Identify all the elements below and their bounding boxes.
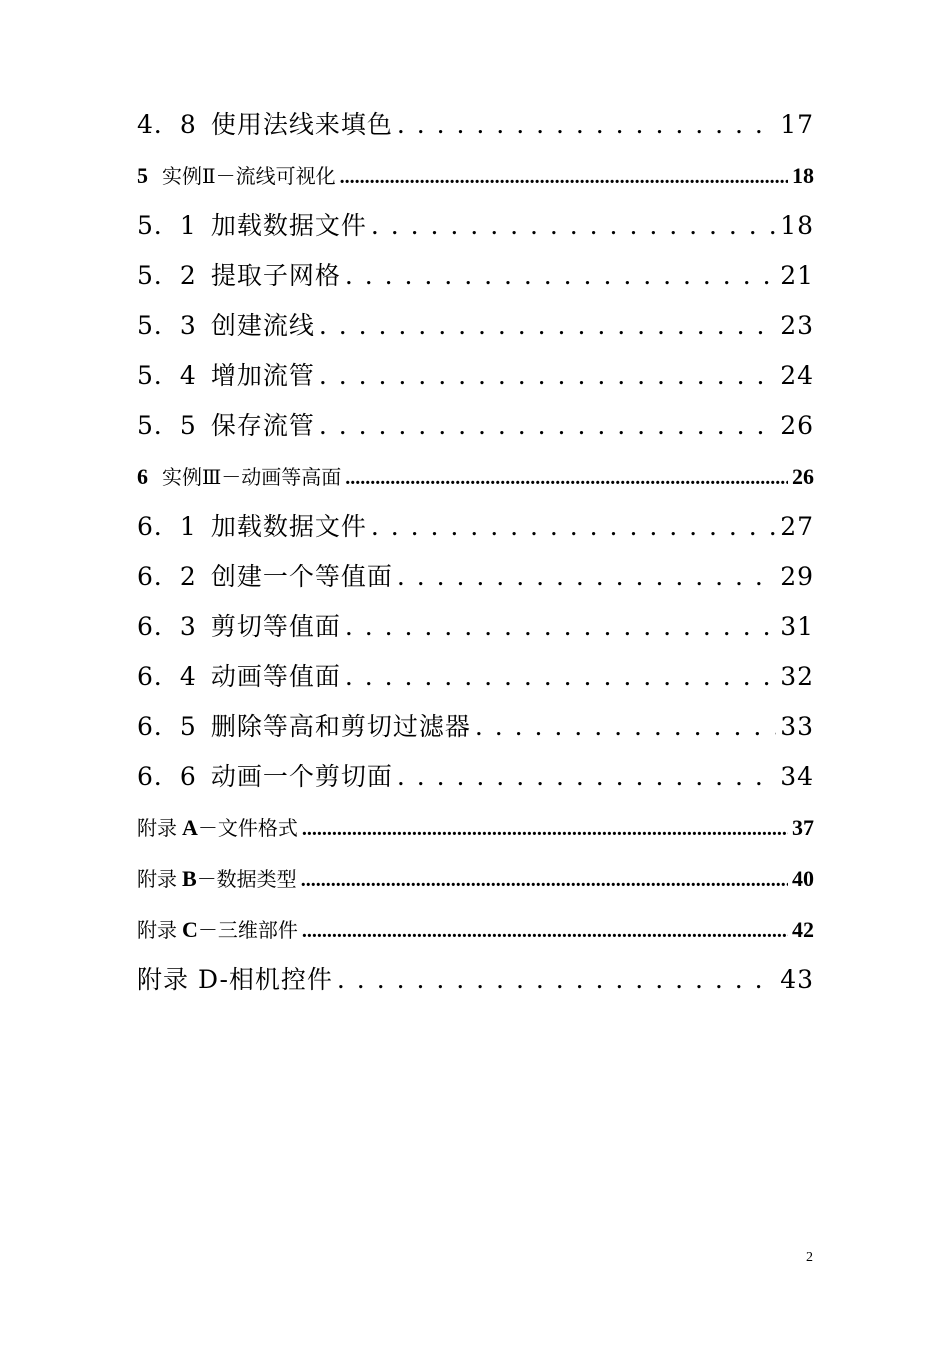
toc-appendix-prefix: 附录 (137, 867, 177, 891)
dot-leader (302, 803, 788, 853)
toc-appendix-page: 42 (792, 917, 814, 942)
toc-entry-title: 剪切等值面 (210, 612, 341, 641)
toc-entry-page: 29 (780, 562, 814, 591)
toc-entry-page: 34 (780, 762, 814, 791)
toc-entry-page: 31 (780, 612, 814, 641)
toc-entry-6-6[interactable] (137, 752, 814, 802)
toc-entry-number: 4．8 (137, 110, 197, 139)
toc-entry-5-3[interactable] (137, 301, 814, 351)
toc-appendix-c[interactable] (137, 904, 814, 955)
toc-entry-page: 33 (780, 712, 814, 741)
toc-entry-title: 删除等高和剪切过滤器 (210, 712, 471, 741)
toc-entry-title: 增加流管 (210, 361, 315, 390)
dot-leader (475, 702, 776, 752)
dot-leader (337, 955, 776, 1005)
toc-appendix-b[interactable] (137, 853, 814, 904)
toc-entry-title: 创建流线 (210, 311, 315, 340)
toc-entry-number: 5．1 (137, 211, 197, 240)
toc-entry-title: 加载数据文件 (210, 512, 367, 541)
toc-entry-title: 创建一个等值面 (210, 562, 393, 591)
dot-leader (397, 100, 776, 150)
toc-chapter-6[interactable] (137, 451, 814, 502)
toc-entry-page: 21 (780, 261, 814, 290)
toc-appendix-title: －文件格式 (197, 816, 298, 840)
dot-leader (397, 552, 776, 602)
toc-appendix-d[interactable] (137, 955, 814, 1005)
toc-appendix-title: －数据类型 (196, 867, 297, 891)
page-number: 2 (806, 1250, 813, 1265)
dot-leader (319, 351, 776, 401)
toc-entry-title: 动画等值面 (210, 662, 341, 691)
toc-appendix-title: 附录 D-相机控件 (137, 965, 333, 994)
dot-leader (371, 502, 776, 552)
toc-entry-number: 6．4 (137, 662, 197, 691)
dot-leader (319, 401, 776, 451)
toc-entry-page: 23 (780, 311, 814, 340)
toc-entry-6-1[interactable] (137, 502, 814, 552)
toc-chapter-title: 实例Ⅲ－动画等高面 (162, 465, 342, 489)
dot-leader (345, 452, 788, 502)
toc-chapter-title: 实例Ⅱ－流线可视化 (162, 164, 336, 188)
toc-entry-4-8[interactable] (137, 100, 814, 150)
toc-appendix-page: 43 (780, 965, 814, 994)
toc-entry-6-5[interactable] (137, 702, 814, 752)
dot-leader (340, 151, 788, 201)
toc-entry-number: 6．3 (137, 612, 197, 641)
toc-entry-number: 5．3 (137, 311, 197, 340)
toc-entry-title: 加载数据文件 (210, 211, 367, 240)
dot-leader (319, 301, 776, 351)
toc-appendix-a[interactable] (137, 802, 814, 853)
toc-entry-title: 保存流管 (210, 411, 315, 440)
toc-entry-number: 5．2 (137, 261, 197, 290)
toc-entry-number: 5．5 (137, 411, 197, 440)
toc-entry-page: 27 (780, 512, 814, 541)
toc-entry-page: 17 (780, 110, 814, 139)
toc-entry-6-2[interactable] (137, 552, 814, 602)
toc-appendix-letter: C (182, 917, 198, 942)
toc-appendix-letter: A (182, 815, 198, 840)
toc-appendix-title: －三维部件 (197, 918, 298, 942)
toc-entry-5-5[interactable] (137, 401, 814, 451)
toc-chapter-5[interactable] (137, 150, 814, 201)
toc-entry-number: 6．1 (137, 512, 197, 541)
toc-entry-5-4[interactable] (137, 351, 814, 401)
toc-appendix-page: 40 (792, 866, 814, 891)
toc-entry-number: 6．2 (137, 562, 197, 591)
table-of-contents (137, 100, 814, 1005)
toc-entry-page: 32 (780, 662, 814, 691)
toc-entry-6-4[interactable] (137, 652, 814, 702)
toc-entry-page: 26 (780, 411, 814, 440)
toc-entry-title: 使用法线来填色 (210, 110, 393, 139)
dot-leader (345, 251, 776, 301)
toc-appendix-prefix: 附录 (137, 918, 177, 942)
toc-entry-5-2[interactable] (137, 251, 814, 301)
dot-leader (302, 905, 788, 955)
dot-leader (345, 602, 776, 652)
toc-entry-page: 18 (780, 211, 814, 240)
toc-entry-title: 动画一个剪切面 (210, 762, 393, 791)
toc-appendix-prefix: 附录 (137, 816, 177, 840)
toc-entry-title: 提取子网格 (210, 261, 341, 290)
dot-leader (397, 752, 776, 802)
toc-entry-6-3[interactable] (137, 602, 814, 652)
toc-chapter-page: 26 (792, 464, 814, 489)
toc-appendix-letter: B (182, 866, 197, 891)
toc-chapter-number: 6 (137, 464, 148, 489)
toc-entry-number: 5．4 (137, 361, 197, 390)
toc-appendix-page: 37 (792, 815, 814, 840)
dot-leader (371, 201, 776, 251)
toc-entry-number: 6．5 (137, 712, 197, 741)
toc-entry-page: 24 (780, 361, 814, 390)
toc-entry-number: 6．6 (137, 762, 197, 791)
dot-leader (301, 854, 788, 904)
toc-entry-5-1[interactable] (137, 201, 814, 251)
dot-leader (345, 652, 776, 702)
toc-chapter-number: 5 (137, 163, 148, 188)
toc-chapter-page: 18 (792, 163, 814, 188)
